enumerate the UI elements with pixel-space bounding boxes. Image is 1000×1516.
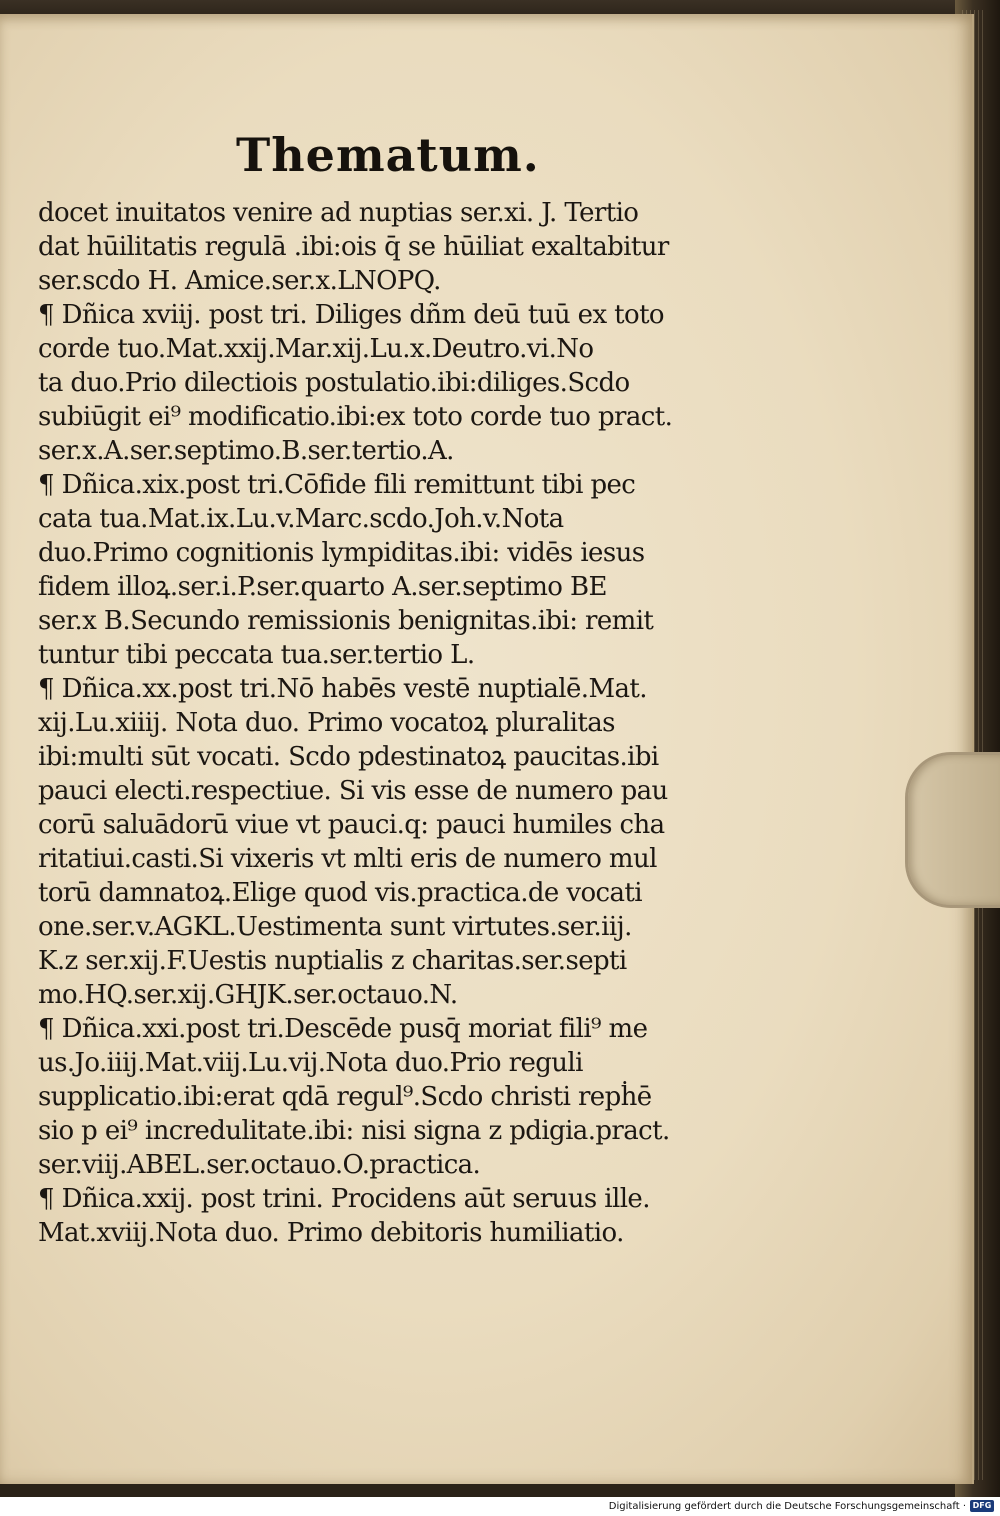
text-line: torū damnatoꝝ.Elige quod vis.practica.de vocati xyxy=(38,878,642,908)
text-column xyxy=(38,196,778,1250)
funding-credit: Digitalisierung gefördert durch die Deutsche Forschungsgemeinschaft · xyxy=(608,1501,966,1512)
text-line: sio p ei⁹ incredulitate.ibi: nisi signa z pdigia.pract. xyxy=(38,1116,670,1146)
text-line: ¶ Dñica.xix.post tri.Cōfide fili remittunt tibi pec xyxy=(38,470,636,500)
text-line: ritatiui.casti.Si vixeris vt mlti eris de numero mul xyxy=(38,844,657,874)
running-head: Thematum. xyxy=(236,128,540,182)
text-line: fidem illoꝝ.ser.i.P.ser.quarto A.ser.septimo BE xyxy=(38,572,607,602)
dfg-logo-icon: DFG xyxy=(970,1500,994,1512)
text-line: Mat.xviij.Nota duo. Primo debitoris humiliatio. xyxy=(38,1218,624,1248)
text-line: K.z ser.xij.F.Uestis nuptialis z charitas.ser.septi xyxy=(38,946,627,976)
text-line: ibi:multi sūt vocati. Scdo pdestinatoꝝ paucitas.ibi xyxy=(38,742,659,772)
text-line: supplicatio.ibi:erat qdā regul⁹.Scdo christi repḣē xyxy=(38,1082,652,1112)
text-line: ser.x.A.ser.septimo.B.ser.tertio.A. xyxy=(38,436,454,466)
text-line: subiūgit ei⁹ modificatio.ibi:ex toto corde tuo pract. xyxy=(38,402,673,432)
text-line: ¶ Dñica xviij. post tri. Diliges dñm deū tuū ex toto xyxy=(38,300,664,330)
text-line: ser.viij.ABEL.ser.octauo.O.practica. xyxy=(38,1150,481,1180)
text-line: ¶ Dñica.xx.post tri.Nō habēs vestē nuptialē.Mat. xyxy=(38,674,647,704)
text-line: pauci electi.respectiue. Si vis esse de numero pau xyxy=(38,776,668,806)
text-line: duo.Primo cognitionis lympiditas.ibi: vidēs iesus xyxy=(38,538,645,568)
text-line: ¶ Dñica.xxij. post trini. Procidens aūt seruus ille. xyxy=(38,1184,650,1214)
text-line: cata tua.Mat.ix.Lu.v.Marc.scdo.Joh.v.Nota xyxy=(38,504,564,534)
text-line: xij.Lu.xiiij. Nota duo. Primo vocatoꝝ pluralitas xyxy=(38,708,615,738)
text-line: corū saluādorū viue vt pauci.q: pauci humiles cha xyxy=(38,810,665,840)
text-line: dat hūilitatis regulā .ibi:ois q̄ se hūiliat exaltabitur xyxy=(38,232,669,262)
text-line: us.Jo.iiij.Mat.viij.Lu.vij.Nota duo.Prio reguli xyxy=(38,1048,583,1078)
text-line: one.ser.v.AGKL.Uestimenta sunt virtutes.ser.iij. xyxy=(38,912,632,942)
text-line: mo.HQ.ser.xij.GHJK.ser.octauo.N. xyxy=(38,980,458,1010)
text-line: docet inuitatos venire ad nuptias ser.xi. J. Tertio xyxy=(38,198,639,228)
text-line: ¶ Dñica.xxi.post tri.Descēde pusq̄ moriat fili⁹ me xyxy=(38,1014,648,1044)
text-line: ser.x B.Secundo remissionis benignitas.ibi: remit xyxy=(38,606,654,636)
book-clasp xyxy=(905,752,1000,908)
text-line: corde tuo.Mat.xxij.Mar.xij.Lu.x.Deutro.vi.No xyxy=(38,334,594,364)
text-line: tuntur tibi peccata tua.ser.tertio L. xyxy=(38,640,475,670)
text-line: ser.scdo H. Amice.ser.x.LNOPQ. xyxy=(38,266,441,296)
text-line: ta duo.Prio dilectiois postulatio.ibi:diliges.Scdo xyxy=(38,368,630,398)
